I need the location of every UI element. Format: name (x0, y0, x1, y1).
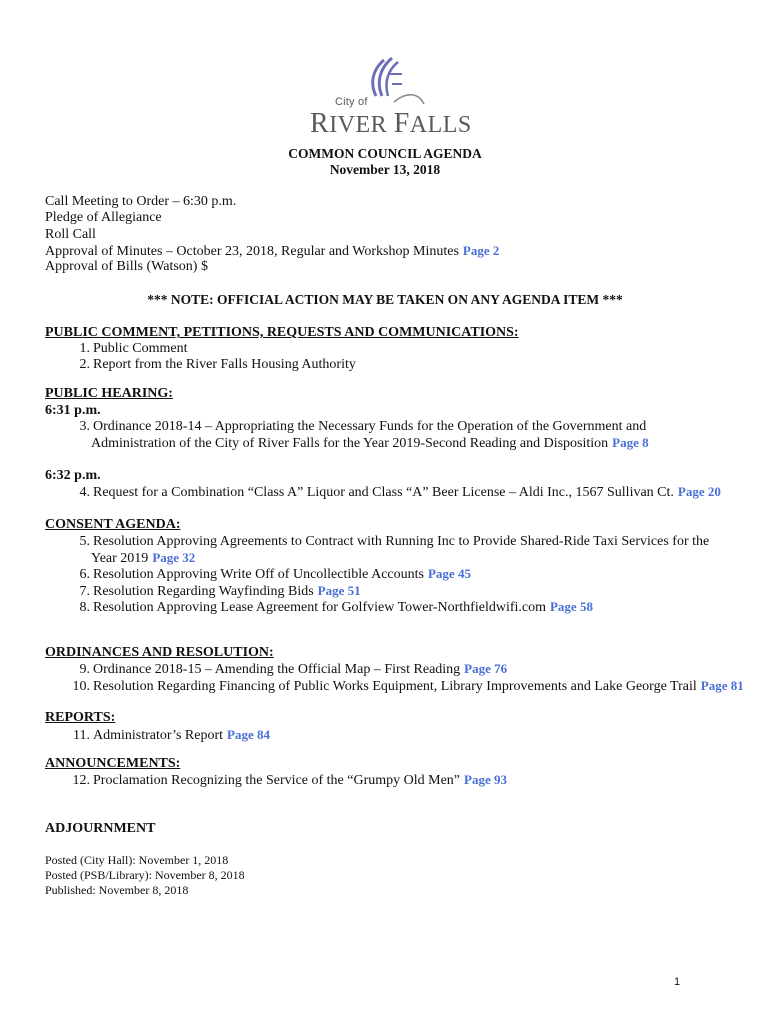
agenda-item: 5. Resolution Approving Agreements to Contract with Running Inc to Provide Shared-Ride Taxi Services for the (79, 534, 710, 549)
section-title-reports: REPORTS: (45, 710, 116, 725)
river-falls-logo-icon (306, 52, 466, 112)
agenda-item: 10. Resolution Regarding Financing of Public Works Equipment, Library Improvements and Lake George Trail Page 81 (72, 678, 744, 694)
agenda-date: November 13, 2018 (329, 162, 441, 177)
page-link[interactable]: Page 8 (612, 435, 649, 450)
agenda-item: 11. Administrator’s Report Page 84 (73, 727, 270, 743)
hearing-time: 6:32 p.m. (45, 468, 101, 483)
section-title-public-comment: PUBLIC COMMENT, PETITIONS, REQUESTS AND COMMUNICATIONS: (45, 325, 519, 340)
posted-line: Published: November 8, 2018 (45, 883, 189, 897)
page-link[interactable]: Page 45 (427, 566, 471, 581)
opening-line: Call Meeting to Order – 6:30 p.m. (45, 194, 237, 209)
page-number: 1 (674, 976, 681, 988)
page-link[interactable]: Page 2 (462, 243, 500, 258)
page-link[interactable]: Page 58 (549, 599, 593, 614)
agenda-title: COMMON COUNCIL AGENDA (288, 146, 482, 161)
hearing-time: 6:31 p.m. (45, 403, 101, 418)
official-action-note: *** NOTE: OFFICIAL ACTION MAY BE TAKEN ON ANY AGENDA ITEM *** (147, 292, 623, 307)
section-title-announcements: ANNOUNCEMENTS: (45, 756, 181, 771)
agenda-item: 4. Request for a Combination “Class A” Liquor and Class “A” Beer License – Aldi Inc., 1567 Sullivan Ct. Page 20 (79, 484, 721, 500)
page-link[interactable]: Page 76 (464, 661, 508, 676)
agenda-item: 7. Resolution Regarding Wayfinding Bids Page 51 (79, 583, 361, 599)
opening-line: Approval of Minutes – October 23, 2018, Regular and Workshop Minutes Page 2 (45, 243, 500, 259)
page-link[interactable]: Page 84 (227, 727, 270, 742)
page-link[interactable]: Page 51 (317, 583, 361, 598)
section-title-public-hearing: PUBLIC HEARING: (45, 386, 173, 401)
opening-line: Approval of Bills (Watson) $ (45, 259, 208, 274)
agenda-item-continued: Year 2019 Page 32 (91, 550, 196, 566)
page-link[interactable]: Page 93 (464, 772, 507, 787)
section-title-consent: CONSENT AGENDA: (45, 517, 181, 532)
posted-line: Posted (City Hall): November 1, 2018 (45, 853, 229, 867)
agenda-item: 6. Resolution Approving Write Off of Uncollectible Accounts Page 45 (79, 566, 471, 582)
agenda-item: 3. Ordinance 2018-14 – Appropriating the Necessary Funds for the Operation of the Government and (79, 419, 647, 434)
agenda-item: 2. Report from the River Falls Housing Authority (79, 357, 356, 372)
logo-name-text: RIVER FALLS (310, 108, 472, 139)
opening-line: Roll Call (45, 227, 96, 242)
agenda-item-continued: Administration of the City of River Falls for the Year 2019-Second Reading and Disposition Page 8 (91, 435, 649, 451)
logo-city-text: City of (335, 96, 368, 108)
posted-line: Posted (PSB/Library): November 8, 2018 (45, 868, 245, 882)
agenda-item: 9. Ordinance 2018-15 – Amending the Official Map – First Reading Page 76 (79, 661, 508, 677)
page-link[interactable]: Page 81 (700, 678, 744, 693)
agenda-item: 8. Resolution Approving Lease Agreement for Golfview Tower-Northfieldwifi.com Page 58 (79, 599, 593, 615)
adjournment-heading: ADJOURNMENT (45, 821, 156, 836)
city-logo (306, 52, 472, 139)
opening-line: Pledge of Allegiance (45, 210, 162, 225)
agenda-item: 1. Public Comment (79, 341, 188, 356)
section-title-ordinances: ORDINANCES AND RESOLUTION: (45, 645, 274, 660)
page-link[interactable]: Page 32 (152, 550, 196, 565)
page-link[interactable]: Page 20 (677, 484, 721, 499)
agenda-item: 12. Proclamation Recognizing the Service of the “Grumpy Old Men” Page 93 (72, 772, 507, 788)
